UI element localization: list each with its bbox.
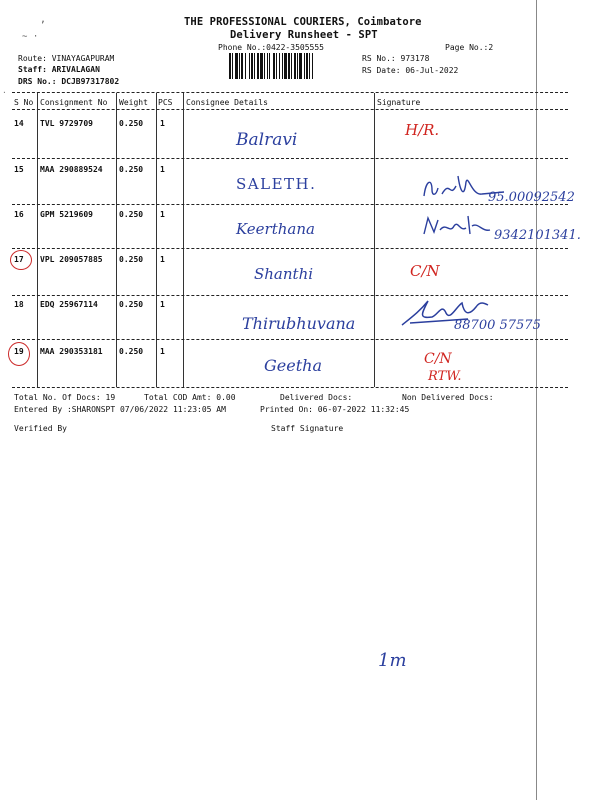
row-rule — [12, 158, 568, 159]
barcode — [229, 53, 354, 79]
row-sno: 15 — [14, 165, 24, 174]
total-cod: Total COD Amt: 0.00 — [144, 393, 236, 402]
row-weight: 0.250 — [119, 255, 144, 264]
drs-number: DRS No.: DCJB97317802 — [18, 77, 120, 86]
row-sno: 17 — [14, 255, 24, 264]
consignee-handwriting: Geetha — [264, 356, 322, 375]
consignee-handwriting: Shanthi — [254, 265, 314, 283]
row-weight: 0.250 — [119, 347, 144, 356]
col-consignee: Consignee Details — [186, 98, 268, 107]
phone-handwriting: 88700 57575 — [454, 318, 541, 333]
row-rule — [12, 339, 568, 340]
consignee-handwriting: Keerthana — [236, 220, 315, 238]
row-pcs: 1 — [160, 165, 165, 174]
signature-handwriting: C/N — [410, 262, 440, 280]
non-delivered-docs: Non Delivered Docs: — [402, 393, 494, 402]
consignee-handwriting: Balravi — [236, 130, 298, 150]
phone-handwriting: 9342101341. — [494, 228, 581, 243]
row-pcs: 1 — [160, 210, 165, 219]
row-rule — [12, 248, 568, 249]
table-top-rule — [12, 92, 568, 93]
row-consignment: MAA 290353181 — [40, 347, 103, 356]
col-divider — [156, 93, 157, 387]
row-rule — [12, 204, 568, 205]
row-weight: 0.250 — [119, 300, 144, 309]
staff: Staff: ARIVALAGAN — [18, 65, 100, 74]
page-number: Page No.:2 — [445, 43, 494, 52]
handwritten-mark: 1m — [378, 650, 407, 671]
table-header-rule — [12, 109, 568, 110]
row-consignment: EDQ 25967114 — [40, 300, 98, 309]
stray-mark: ~ · — [22, 32, 39, 42]
row-consignment: GPM 5219609 — [40, 210, 93, 219]
row-pcs: 1 — [160, 119, 165, 128]
row-weight: 0.250 — [119, 165, 144, 174]
row-sno: 19 — [14, 347, 24, 356]
col-signature: Signature — [377, 98, 421, 107]
col-pcs: PCS — [158, 98, 173, 107]
row-sno: 16 — [14, 210, 24, 219]
company-name: THE PROFESSIONAL COURIERS, Coimbatore — [184, 16, 422, 28]
rs-number: RS No.: 973178 — [362, 54, 430, 63]
row-consignment: MAA 290889524 — [40, 165, 103, 174]
printed-on: Printed On: 06-07-2022 11:32:45 — [260, 405, 410, 414]
col-divider — [183, 93, 184, 387]
col-consignment: Consignment No — [40, 98, 108, 107]
stray-mark: · — [2, 88, 7, 97]
stray-mark: , — [40, 14, 47, 25]
rs-date: RS Date: 06-Jul-2022 — [362, 66, 459, 75]
col-weight: Weight — [119, 98, 148, 107]
signature-handwriting: H/R. — [405, 121, 440, 139]
row-pcs: 1 — [160, 347, 165, 356]
row-weight: 0.250 — [119, 210, 144, 219]
col-sno: S No — [14, 98, 34, 107]
runsheet-title: Delivery Runsheet - SPT — [230, 29, 378, 41]
consignee-handwriting: Thirubhuvana — [242, 314, 356, 333]
row-consignment: TVL 9729709 — [40, 119, 93, 128]
verified-by: Verified By — [14, 424, 67, 433]
staff-signature: Staff Signature — [271, 424, 344, 433]
page-edge-line — [536, 0, 537, 800]
row-pcs: 1 — [160, 255, 165, 264]
row-weight: 0.250 — [119, 119, 144, 128]
entered-by: Entered By :SHARONSPT 07/06/2022 11:23:05 AM — [14, 405, 226, 414]
table-bottom-rule — [12, 387, 568, 388]
signature-handwriting-2: RTW. — [428, 369, 462, 384]
signature-scribble — [420, 212, 500, 240]
row-sno: 14 — [14, 119, 24, 128]
row-consignment: VPL 209057885 — [40, 255, 103, 264]
consignee-handwriting: SALETH. — [236, 175, 317, 193]
delivered-docs: Delivered Docs: — [280, 393, 353, 402]
phone-number: Phone No.:0422-3505555 — [218, 43, 324, 52]
col-divider — [37, 93, 38, 387]
col-divider — [374, 93, 375, 387]
signature-handwriting: C/N — [424, 351, 452, 367]
col-divider — [116, 93, 117, 387]
total-docs: Total No. Of Docs: 19 — [14, 393, 116, 402]
row-pcs: 1 — [160, 300, 165, 309]
row-sno: 18 — [14, 300, 24, 309]
route: Route: VINAYAGAPURAM — [18, 54, 115, 63]
phone-handwriting: 95.00092542 — [488, 190, 575, 205]
